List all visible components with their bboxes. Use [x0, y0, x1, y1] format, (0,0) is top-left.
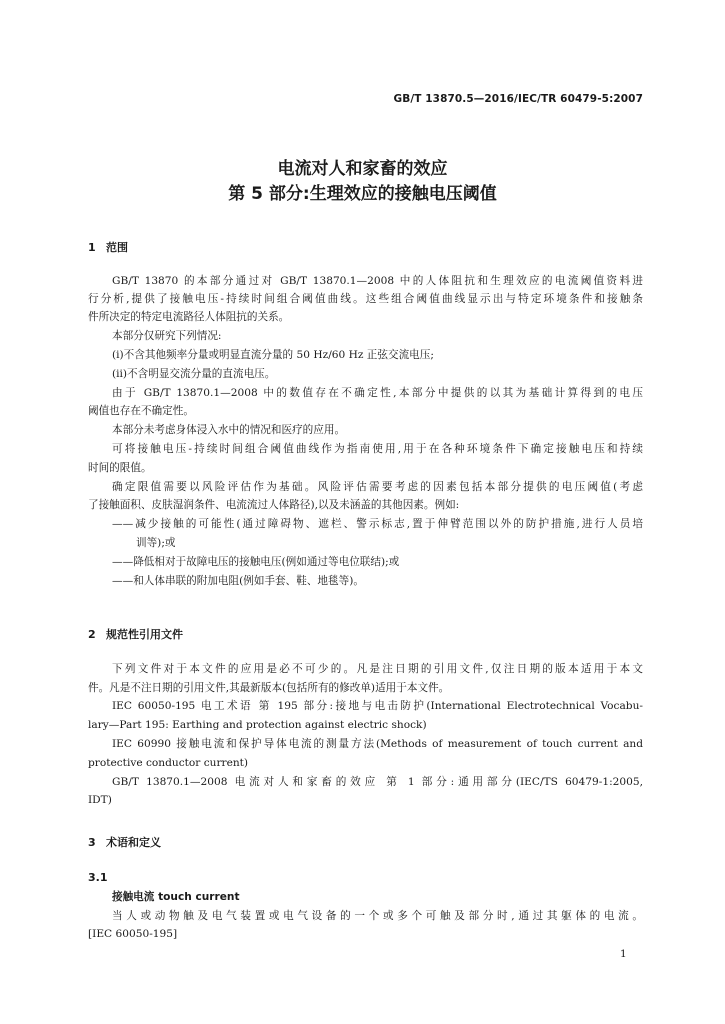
- paragraph-line: 时间的限值。: [88, 462, 152, 474]
- reference-entry-continuation: protective conductor current): [88, 757, 249, 769]
- paragraph-line: 由于 GB/T 13870.1—2008 中的数值存在不确定性,本部分中提供的以其为基础计算得到的电压: [112, 387, 643, 399]
- dash-list-item-continuation: 训等);或: [136, 537, 176, 549]
- section-number: 3: [88, 836, 96, 849]
- term-entry: 接触电流 touch current: [112, 891, 240, 903]
- paragraph-line: 行分析,提供了接触电压-持续时间组合阈值曲线。这些组合阈值曲线显示出与特定环境条件和接触条: [88, 293, 643, 305]
- section-title: 规范性引用文件: [106, 628, 183, 641]
- reference-entry: IEC 60990 接触电流和保护导体电流的测量方法(Methods of measurement of touch current and: [112, 738, 643, 750]
- reference-entry-continuation: lary—Part 195: Earthing and protection against electric shock): [88, 719, 427, 731]
- standard-code-header: GB/T 13870.5—2016/IEC/TR 60479-5:2007: [393, 93, 643, 105]
- section-number: 1: [88, 241, 96, 254]
- list-item: (ⅱ)不含明显交流分量的直流电压。: [112, 368, 276, 380]
- paragraph-line: 确定限值需要以风险评估作为基础。风险评估需要考虑的因素包括本部分提供的电压阈值(考虑: [112, 481, 643, 493]
- section-number: 2: [88, 628, 96, 641]
- dash-list-item: ——降低相对于故障电压的接触电压(例如通过等电位联结);或: [112, 556, 400, 568]
- paragraph-line: 了接触面积、皮肤湿润条件、电流流过人体路径),以及未涵盖的其他因素。例如:: [88, 499, 460, 511]
- title-line-2: 第 5 部分:生理效应的接触电压阈值: [228, 184, 497, 204]
- dash-list-item: ——和人体串联的附加电阻(例如手套、鞋、地毯等)。: [112, 575, 364, 587]
- paragraph-line: 下列文件对于本文件的应用是必不可少的。凡是注日期的引用文件,仅注日期的版本适用于本文: [112, 663, 643, 675]
- title-line-1: 电流对人和家畜的效应: [277, 159, 448, 179]
- section-1-heading: [88, 239, 128, 255]
- section-3-heading: [88, 834, 161, 850]
- paragraph-line: GB/T 13870 的本部分通过对 GB/T 13870.1—2008 中的人体阻抗和生理效应的电流阈值资料进: [112, 275, 643, 287]
- paragraph-line: 本部分未考虑身体浸入水中的情况和医疗的应用。: [112, 424, 346, 436]
- reference-entry: IEC 60050-195 电工术语 第 195 部分:接地与电击防护(International Electrotechnical Vocabu-: [112, 700, 643, 712]
- dash-list-item: ——减少接触的可能性(通过障碍物、遮栏、警示标志,置于伸臂范围以外的防护措施,进行人员培: [112, 518, 643, 530]
- definition-source: [IEC 60050-195]: [88, 928, 178, 940]
- section-2-heading: [88, 626, 183, 642]
- clause-number: 3.1: [88, 871, 108, 884]
- reference-entry-continuation: IDT): [88, 794, 112, 806]
- paragraph-line: 本部分仅研究下列情况:: [112, 330, 222, 342]
- paragraph-line: 可将接触电压-持续时间组合阈值曲线作为指南使用,用于在各种环境条件下确定接触电压和持续: [112, 443, 643, 455]
- reference-entry: GB/T 13870.1—2008 电流对人和家畜的效应 第 1 部分:通用部分(IEC/TS 60479-1:2005,: [112, 776, 643, 788]
- section-title: 术语和定义: [106, 836, 161, 849]
- paragraph-line: 阈值也存在不确定性。: [88, 405, 194, 417]
- list-item: (ⅰ)不含其他频率分量或明显直流分量的 50 Hz/60 Hz 正弦交流电压;: [112, 349, 434, 361]
- paragraph-line: 件所决定的特定电流路径人体阻抗的关系。: [88, 311, 290, 323]
- paragraph-line: 件。凡是不注日期的引用文件,其最新版本(包括所有的修改单)适用于本文件。: [88, 682, 450, 694]
- page-number: 1: [620, 948, 627, 960]
- definition-line: 当人或动物触及电气装置或电气设备的一个或多个可触及部分时,通过其躯体的电流。: [112, 910, 643, 922]
- section-title: 范围: [106, 241, 128, 254]
